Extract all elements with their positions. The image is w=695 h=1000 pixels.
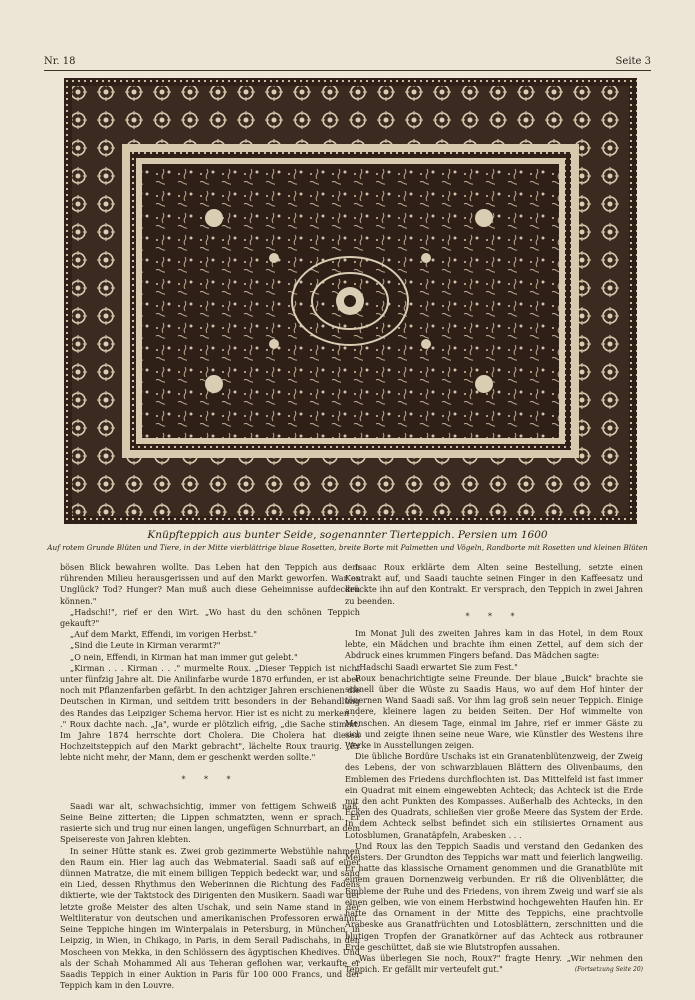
continuation-note: (Fortsetzung Seite 20) xyxy=(574,966,643,974)
paragraph: Saadi war alt, schwachsichtig, immer von fettigem Schweiß naß, Seine Beine zitterten; die Lippen schmatzten, wenn er sprach. Er rasierte sich und trug nur einen langen, ungefügen Schnurrbart, an dem Speisereste von Jahren klebten. xyxy=(60,800,360,845)
paragraph: Isaac Roux erklärte dem Alten seine Bestellung, setzte einen Kontrakt auf, und Saadi tauchte seinen Finger in den Kaffeesatz und drückte ihn auf den Kontrakt. Er versprach, den Teppich in zwei Jahren zu beenden. xyxy=(345,562,643,606)
paragraph: Roux benachrichtigte seine Freunde. Der blaue „Buick" brachte sie schnell über die Wüste zu Saadis Haus, wo auf dem Hof hinter der tönernen Wand Saadi saß. Vor ihm lag groß sein neuer Teppich. Einige andere, kleinere lagen zu beiden Seiten. Der Hof wimmelte von Menschen. An diesem Tage, einmal im Jahre, rief er immer Gäste zu sich und zeigte ihnen seine neue Ware, wie Künstler des Westens ihre Werke in Ausstellungen zeigen. xyxy=(345,672,643,751)
left-column xyxy=(60,562,360,991)
paragraph: „Kirman . . . Kirman . . ." murmelte Roux. „Dieser Teppich ist nicht unter fünfzig Jahre alt. Die Anilinfarbe wurde 1870 erfunden, er ist aber noch mit Pflanzenfarben gefärbt. In den achtziger Jahren erschienen die Deutschen in Kirman, und seitdem tritt besonders in der Behandlung des Randes das Leipziger Schema hervor. Hier ist es nicht zu merken . . ." Roux dachte nach. „Ja", wurde er plötzlich eifrig, „die Sache stimmt. Im Jahre 1874 herrschte dort Cholera. Die Cholera hat diesen Hochzeitsteppich auf den Markt gebracht", lächelte Roux traurig. „Er lebte nicht mehr, der Mann, dem er geschenkt werden sollte." xyxy=(60,662,360,763)
paragraph xyxy=(345,953,643,975)
paragraph: Und Roux las den Teppich Saadis und verstand den Gedanken des Meisters. Der Grundton des Teppichs war matt und feierlich langweilig. Er hatte das klassische Ornament genommen und die Granatblüte mit einem grauen Dornenzweig verbunden. Er riß die Olivenblätter, die Embleme der Ruhe und des Friedens, von ihrem Zweig und warf sie als einen gelben, wie von einem Herbstwind hochgewehten Haufen hin. Er hatte das Ornament in der Mitte des Teppichs, eine prachtvolle Arabeske aus Granatfrüchten und Lotosblättern, zerschnitten und die blutigen Tropfen der Granatkörner auf das Achteck aus rotbrauner Erde geschüttet, daß sie wie Blutstropfen aussahen. xyxy=(345,840,643,952)
paragraph: Im Monat Juli des zweiten Jahres kam in das Hotel, in dem Roux lebte, ein Mädchen und brachte ihm einen Zettel, auf dem sich der Abdruck eines krummen Fingers befand. Das Mädchen sagte: xyxy=(345,628,643,661)
right-column xyxy=(345,562,643,975)
carpet-photo xyxy=(64,78,637,524)
paragraph: „O nein, Effendi, in Kirman hat man immer gut gelebt." xyxy=(70,651,298,662)
paragraph-text: „Was überlegen Sie noch, Roux?" fragte Henry. „Wir nehmen den Teppich. Er gefällt mir verteufelt gut." xyxy=(345,952,643,975)
paragraph: „Sind die Leute in Kirman verarmt?" xyxy=(70,640,221,651)
figure-caption-title: Knüpfteppich aus bunter Seide, sogenannter Tierteppich. Persien um 1600 xyxy=(147,529,548,541)
page-number: Seite 3 xyxy=(615,56,651,67)
section-divider: * * * xyxy=(465,611,523,621)
paragraph: Die übliche Bordüre Uschaks ist ein Granatenblütenzweig, der Zweig des Lebens, der von schwarzblauen Blättern des Olivenbaums, den Emblemen des Friedens durchflochten ist. Das Mittelfeld ist fast immer ein Quadrat mit einem eingewebten Achteck; das Achteck ist die Erde mit den acht Punkten des Kompasses. Außerhalb des Achtecks, in den Ecken des Quadrats, schließen vier große Meere das System der Erde. In dem Achteck selbst befindet sich ein stilisiertes Ornament aus Lotosblumen, Granatäpfeln, Arabesken . . . xyxy=(345,751,643,840)
section-divider: * * * xyxy=(181,774,239,784)
paragraph: „Auf dem Markt, Effendi, im vorigen Herbst." xyxy=(70,629,257,640)
paragraph: „Hadschi!", rief er den Wirt. „Wo hast du den schönen Teppich gekauft?" xyxy=(60,606,360,629)
paragraph: bösen Blick bewahren wollte. Das Leben hat den Teppich aus dem rührenden Milieu herausgerissen und auf den Markt geworfen. War es Unglück? Tod? Hunger? Man muß auch diese Geheimnisse aufdecken können." xyxy=(60,562,360,606)
page-header xyxy=(44,56,651,70)
paragraph: In seiner Hütte stank es. Zwei grob gezimmerte Webstühle nahmen den Raum ein. Hier lag auch das Webmaterial. Saadi saß auf einer dünnen Matratze, die mit einem billigen Teppich bedeckt war, und sang ein Lied, dessen Rhythmus den Weberinnen die Richtung des Fadens diktierte, wie der Taktstock des Dirigenten den Musikern. Saadi war der letzte große Meister des alten Uschak, und sein Name stand in der Weltliteratur von deutschen und amerikanischen Professoren erwähnt. Seine Teppiche hingen im Winterpalais in Petersburg, in München, in Leipzig, in Wien, in Chikago, in Paris, in dem Serail Padischahs, in den Moscheen von Mekka, in den Schlössern des ägyptischen Khedives. Und als der Schah Mohammed Ali aus Teheran geflohen war, verkaufte er Saadis Teppich in einer Auktion in Paris für 100 000 Francs, und der Teppich kam in den Louvre. xyxy=(60,845,360,991)
figure-caption-description: Auf rotem Grunde Blüten und Tiere, in der Mitte vierblättrige blaue Rosetten, breite Borte mit Palmetten und Vögeln, Randborte mit Rosetten und kleinen Blüten xyxy=(47,543,648,552)
issue-number: Nr. 18 xyxy=(44,56,76,67)
header-rule xyxy=(44,70,651,71)
paragraph: „Hadschi Saadi erwartet Sie zum Fest." xyxy=(355,661,518,672)
